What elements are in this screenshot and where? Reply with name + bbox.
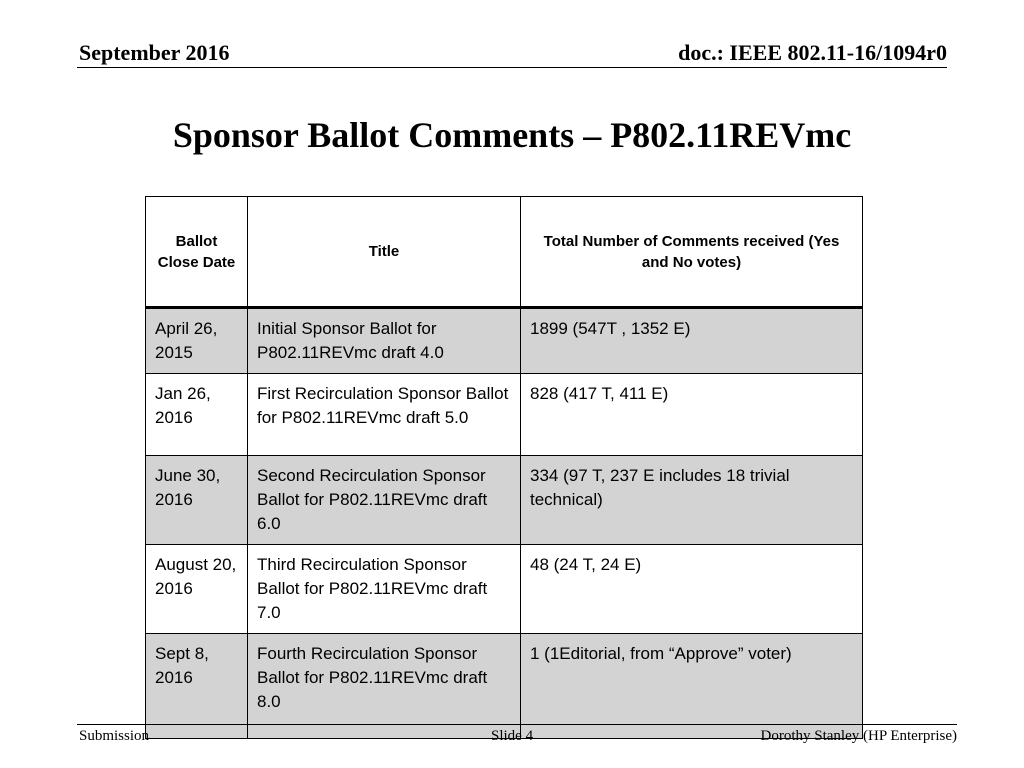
cell-comments: 48 (24 T, 24 E) bbox=[521, 545, 863, 634]
cell-comments: 1 (1Editorial, from “Approve” voter) bbox=[521, 634, 863, 739]
column-header-comments: Total Number of Comments received (Yes and No votes) bbox=[521, 197, 863, 308]
column-header-close-date: Ballot Close Date bbox=[146, 197, 248, 308]
cell-date: April 26, 2015 bbox=[146, 308, 248, 374]
cell-comments: 828 (417 T, 411 E) bbox=[521, 374, 863, 456]
header-doc-id: doc.: IEEE 802.11-16/1094r0 bbox=[678, 40, 947, 65]
cell-title: Initial Sponsor Ballot for P802.11REVmc draft 4.0 bbox=[248, 308, 521, 374]
table-row bbox=[146, 545, 863, 634]
cell-date: Jan 26, 2016 bbox=[146, 374, 248, 456]
table-row bbox=[146, 634, 863, 739]
table-row bbox=[146, 308, 863, 374]
footer-divider bbox=[77, 724, 957, 725]
cell-comments: 334 (97 T, 237 E includes 18 trivial technical) bbox=[521, 456, 863, 545]
cell-title: First Recirculation Sponsor Ballot for P802.11REVmc draft 5.0 bbox=[248, 374, 521, 456]
table-row bbox=[146, 456, 863, 545]
cell-date: June 30, 2016 bbox=[146, 456, 248, 545]
cell-comments: 1899 (547T , 1352 E) bbox=[521, 308, 863, 374]
footer-author: Dorothy Stanley (HP Enterprise) bbox=[760, 728, 957, 744]
column-header-title: Title bbox=[248, 197, 521, 308]
cell-date: Sept 8, 2016 bbox=[146, 634, 248, 739]
slide-title: Sponsor Ballot Comments – P802.11REVmc bbox=[172, 115, 852, 155]
table-row bbox=[146, 374, 863, 456]
cell-date: August 20, 2016 bbox=[146, 545, 248, 634]
cell-title: Fourth Recirculation Sponsor Ballot for P802.11REVmc draft 8.0 bbox=[248, 634, 521, 739]
footer-slide-number: Slide 4 bbox=[491, 728, 534, 744]
cell-title: Third Recirculation Sponsor Ballot for P802.11REVmc draft 7.0 bbox=[248, 545, 521, 634]
ballot-table bbox=[145, 196, 863, 739]
footer-submission: Submission bbox=[79, 728, 150, 744]
header-divider bbox=[77, 67, 947, 68]
header-date: September 2016 bbox=[79, 40, 230, 65]
table-header-row bbox=[146, 197, 863, 308]
cell-title: Second Recirculation Sponsor Ballot for P802.11REVmc draft 6.0 bbox=[248, 456, 521, 545]
